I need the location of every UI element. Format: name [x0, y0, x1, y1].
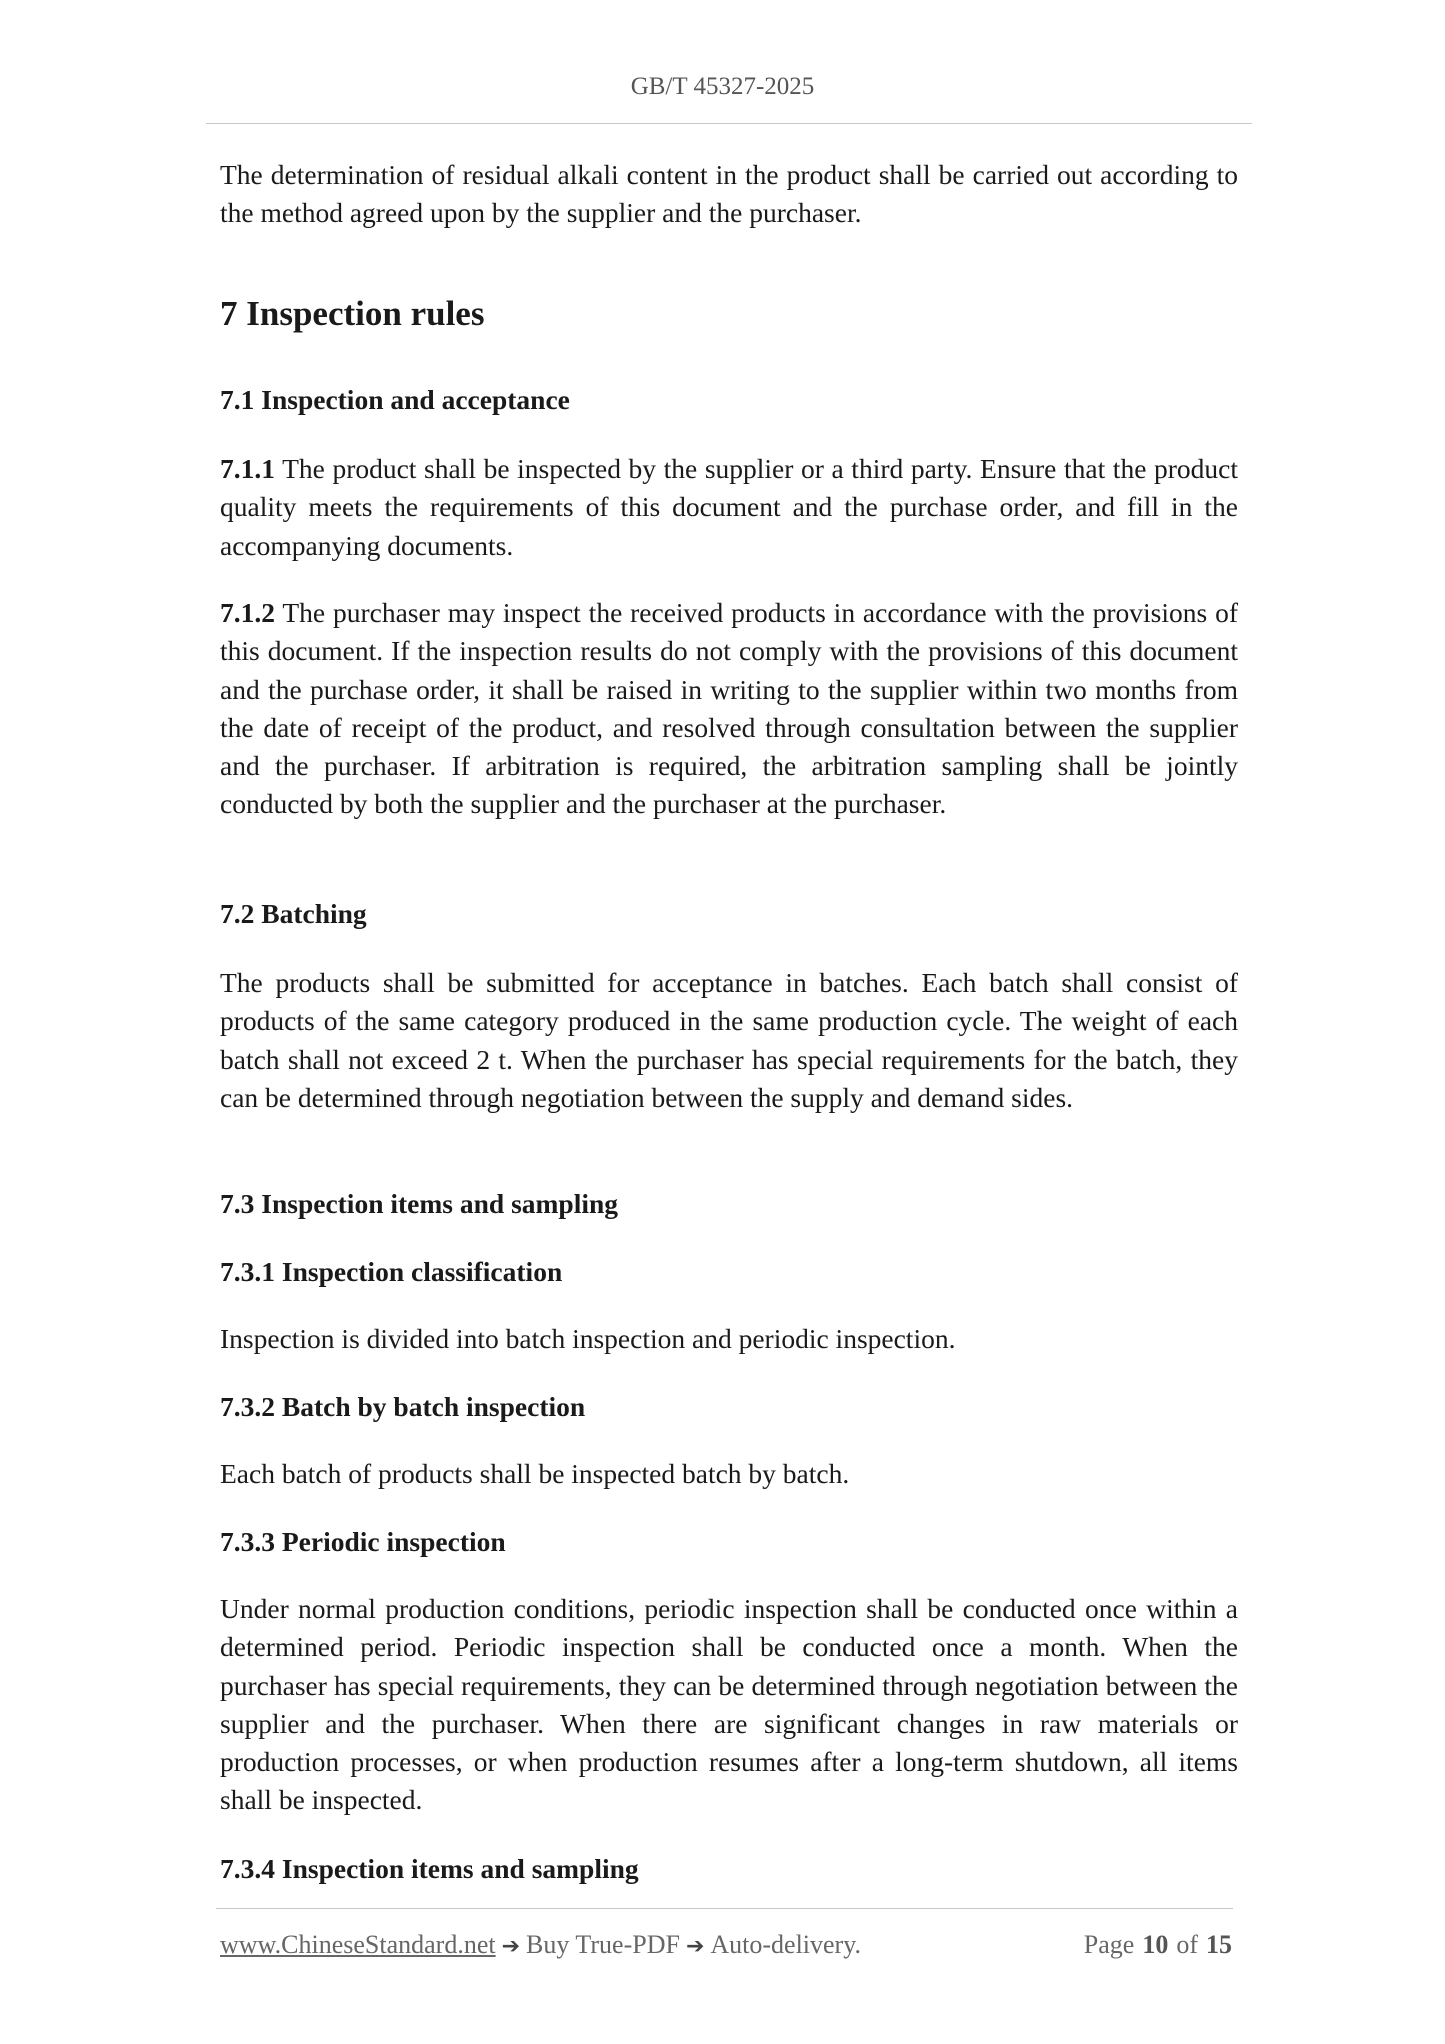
section-7-2-paragraph-block	[220, 964, 1238, 1117]
section-7-1-heading-block	[220, 381, 1238, 419]
clause-7-1-1-block	[220, 450, 1238, 565]
clause-7-1-2-block	[220, 594, 1238, 824]
section-heading-7-3: 7.3 Inspection items and sampling	[220, 1188, 619, 1219]
batching-paragraph: The products shall be submitted for acceptance in batches. Each batch shall consist of products of the same category produced in the same production cycle. The weight of each batch shall not exceed 2 t. When the purchaser has special requirements for the batch, they can be determined through negotiation between the supply and demand sides.	[220, 967, 1238, 1113]
right-arrow-icon: ➔	[685, 1934, 705, 1959]
clause-7-1-1	[220, 450, 1238, 565]
classification-paragraph: Inspection is divided into batch inspection and periodic inspection.	[220, 1323, 956, 1354]
section-heading-7-3-1: 7.3.1 Inspection classification	[220, 1256, 563, 1287]
intro-paragraph-block	[220, 156, 1238, 233]
section-heading-7-1: 7.1 Inspection and acceptance	[220, 384, 570, 415]
section-7-3-3-paragraph-block	[220, 1590, 1238, 1820]
page-of-label: of	[1176, 1930, 1198, 1959]
page-indicator	[1084, 1930, 1232, 1960]
auto-delivery-text: Auto-delivery.	[710, 1930, 862, 1959]
site-link[interactable]: www.ChineseStandard.net	[220, 1930, 496, 1959]
section-heading-7-3-3: 7.3.3 Periodic inspection	[220, 1526, 506, 1557]
clause-number: 7.1.1	[220, 453, 275, 484]
section-7-3-2-heading-block	[220, 1388, 1238, 1426]
page-label: Page	[1083, 1930, 1135, 1959]
section-7-3-heading-block	[220, 1185, 1238, 1223]
buy-true-pdf-text: Buy True-PDF	[526, 1930, 680, 1959]
footer-promo	[220, 1930, 861, 1960]
section-7-2-heading-block	[220, 895, 1238, 933]
periodic-inspection-paragraph: Under normal production conditions, periodic inspection shall be conducted once within a determined period. Periodic inspection shall be conducted once a month. When the purchaser has special requirements, they can be determined through negotiation between the supplier and the purchaser. When there are significant changes in raw materials or production processes, or when production resumes after a long-term shutdown, all items shall be inspected.	[220, 1593, 1238, 1816]
section-7-3-3-heading-block	[220, 1523, 1238, 1561]
right-arrow-icon: ➔	[501, 1934, 521, 1959]
section-7-3-2-paragraph-block	[220, 1455, 1238, 1493]
section-7-3-1-paragraph-block	[220, 1320, 1238, 1358]
document-header-title: GB/T 45327-2025	[630, 73, 815, 100]
clause-7-1-2	[220, 594, 1238, 824]
page-current: 10	[1142, 1930, 1169, 1959]
clause-text: The product shall be inspected by the supplier or a third party. Ensure that the product quality meets the requirements of this document and the purchase order, and fill in the accompanying documents.	[220, 453, 1238, 561]
section-heading-7-3-2: 7.3.2 Batch by batch inspection	[220, 1391, 586, 1422]
section-heading-7-3-4: 7.3.4 Inspection items and sampling	[220, 1853, 639, 1884]
batch-inspection-paragraph: Each batch of products shall be inspected batch by batch.	[220, 1458, 850, 1489]
clause-number: 7.1.2	[220, 597, 275, 628]
header-divider	[206, 123, 1252, 124]
section-7-3-4-heading-block	[220, 1850, 1238, 1888]
section-7-3-1-heading-block	[220, 1253, 1238, 1291]
section-heading-7-2: 7.2 Batching	[220, 898, 367, 929]
clause-text: The purchaser may inspect the received products in accordance with the provisions of this document. If the inspection results do not comply with the provisions of this document and the purchase order, it shall be raised in writing to the supplier within two months from the date of receipt of the product, and resolved through consultation between the supplier and the purchaser. If arbitration is required, the arbitration sampling shall be jointly conducted by both the supplier and the purchaser at the purchaser.	[220, 597, 1238, 820]
footer-divider	[216, 1908, 1233, 1909]
page-total: 15	[1206, 1930, 1232, 1959]
section-7-heading-block	[220, 293, 1238, 335]
intro-paragraph: The determination of residual alkali content in the product shall be carried out according to the method agreed upon by the supplier and the purchaser.	[220, 159, 1238, 229]
section-heading-7: 7 Inspection rules	[220, 294, 485, 333]
